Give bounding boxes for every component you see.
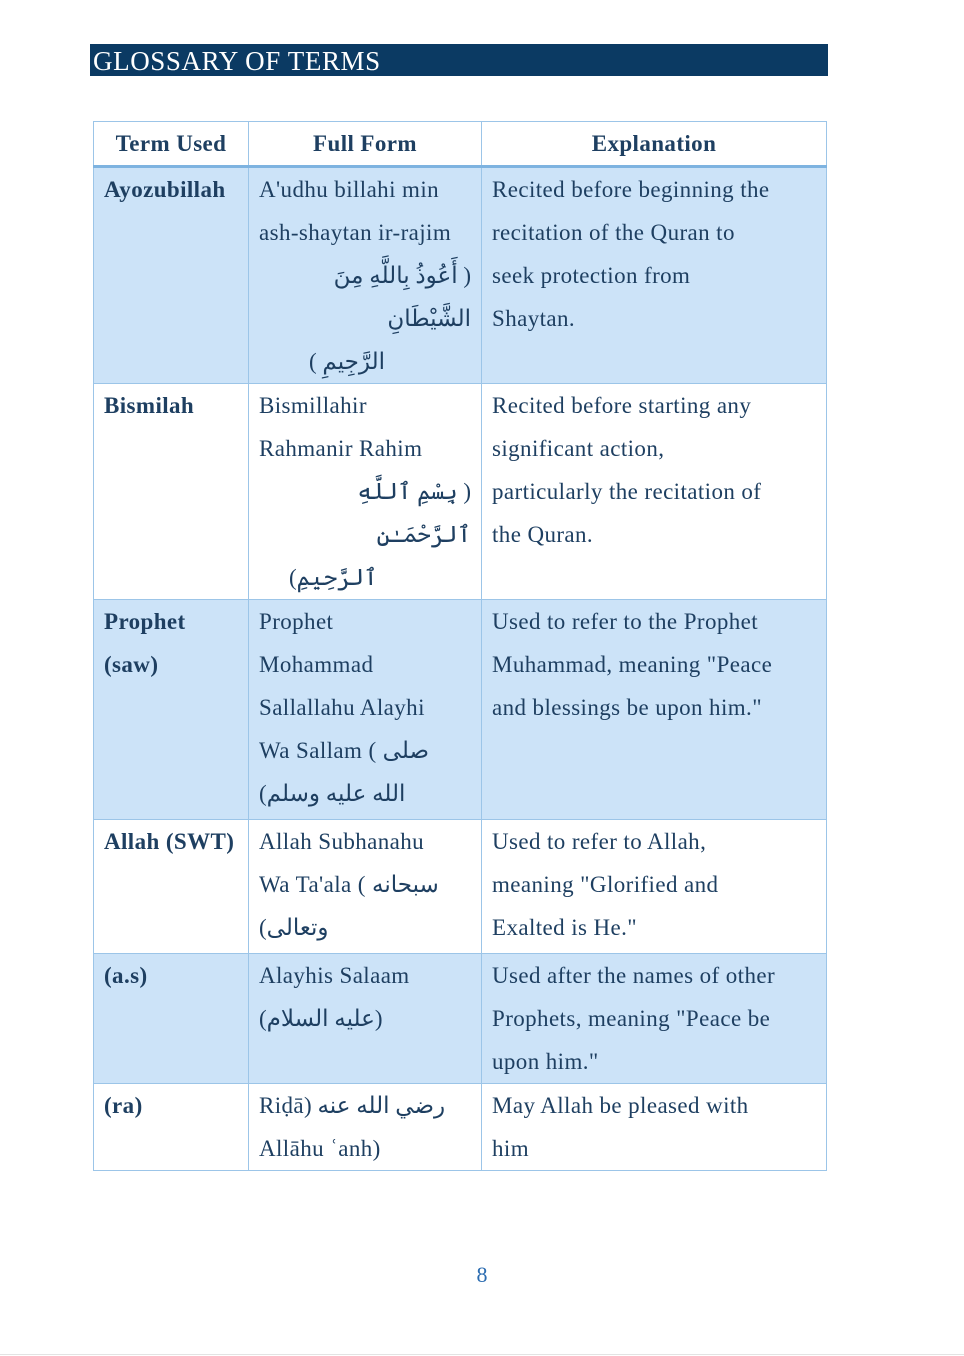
arabic-text: ٱلرَّحِيمِ): [289, 565, 378, 590]
full-form-line: Alayhis Salaam: [259, 963, 410, 988]
full-form-line: Wa Sallam ( صلى: [259, 738, 429, 763]
term-text: Ayozubillah: [104, 177, 226, 202]
explanation-line: and blessings be upon him.": [492, 695, 762, 720]
table-row: [94, 600, 827, 820]
term-cell: [94, 167, 249, 384]
term-text: Prophet (saw): [104, 609, 186, 677]
explanation-line: Used to refer to Allah,: [492, 829, 707, 854]
explanation-line: May Allah be pleased with: [492, 1093, 749, 1118]
explanation-line: particularly the recitation of: [492, 479, 762, 504]
glossary-table: [93, 121, 827, 1171]
explanation-line: Used to refer to the Prophet: [492, 609, 759, 634]
explanation-cell: [482, 820, 827, 954]
page-bottom-divider: [0, 1354, 964, 1355]
arabic-text: الله عليه وسلم): [259, 781, 406, 806]
full-form-line: ash-shaytan ir-rajim: [259, 220, 452, 245]
full-form-line: Sallallahu Alayhi: [259, 695, 425, 720]
explanation-line: him: [492, 1136, 529, 1161]
term-cell: [94, 820, 249, 954]
full-form-line: Wa Ta'ala ( سبحانه: [259, 872, 439, 897]
term-text: Allah (SWT): [104, 829, 235, 854]
full-form-line: Allah Subhanahu: [259, 829, 425, 854]
explanation-line: Recited before beginning the: [492, 177, 770, 202]
full-form-cell: [249, 384, 482, 600]
explanation-line: Shaytan.: [492, 306, 576, 331]
full-form-cell: [249, 167, 482, 384]
explanation-line: Exalted is He.": [492, 915, 638, 940]
explanation-line: Prophets, meaning "Peace be: [492, 1006, 771, 1031]
page-title: GLOSSARY OF TERMS: [90, 44, 828, 76]
full-form-line: Bismillahir: [259, 393, 367, 418]
full-form-line: Prophet: [259, 609, 334, 634]
table-row: [94, 1084, 827, 1171]
explanation-line: meaning "Glorified and: [492, 872, 719, 897]
explanation-line: seek protection from: [492, 263, 691, 288]
table-header-row: [94, 122, 827, 167]
explanation-line: Used after the names of other: [492, 963, 776, 988]
term-text: (ra): [104, 1093, 143, 1118]
table-row: [94, 954, 827, 1084]
arabic-text: الرَّجِيمِ ): [309, 349, 385, 374]
explanation-line: the Quran.: [492, 522, 594, 547]
term-cell: [94, 1084, 249, 1171]
header-term-used: Term Used: [94, 122, 249, 167]
explanation-line: significant action,: [492, 436, 665, 461]
full-form-line: A'udhu billahi min: [259, 177, 440, 202]
explanation-line: Recited before starting any: [492, 393, 752, 418]
header-explanation: Explanation: [482, 122, 827, 167]
term-text: Bismilah: [104, 393, 195, 418]
full-form-line: Rahmanir Rahim: [259, 436, 423, 461]
arabic-text: رضي الله عنه (Riḍā: [259, 1093, 446, 1118]
explanation-cell: [482, 954, 827, 1084]
table-row: [94, 384, 827, 600]
full-form-line: Allāhu ʿanh): [259, 1136, 381, 1161]
full-form-cell: [249, 600, 482, 820]
full-form-cell: [249, 820, 482, 954]
explanation-cell: [482, 384, 827, 600]
full-form-cell: [249, 954, 482, 1084]
explanation-line: recitation of the Quran to: [492, 220, 735, 245]
explanation-cell: [482, 167, 827, 384]
explanation-cell: [482, 600, 827, 820]
term-cell: [94, 384, 249, 600]
arabic-text: وتعالى): [259, 915, 329, 940]
table-row: [94, 820, 827, 954]
explanation-line: upon him.": [492, 1049, 599, 1074]
full-form-line: Mohammad: [259, 652, 374, 677]
table-row: [94, 167, 827, 384]
full-form-cell: [249, 1084, 482, 1171]
arabic-text: (عليه السلام): [259, 1006, 383, 1031]
term-text: (a.s): [104, 963, 148, 988]
page-number: 8: [476, 1262, 488, 1287]
term-cell: [94, 954, 249, 1084]
term-cell: [94, 600, 249, 820]
header-full-form: Full Form: [249, 122, 482, 167]
arabic-text: ( بِسْمِ ٱللَّهِ ٱلرَّحْمَـٰنِ: [357, 479, 471, 547]
explanation-line: Muhammad, meaning "Peace: [492, 652, 773, 677]
arabic-text: ( أَعُوذُ بِاللَّهِ مِنَ الشَّيْطَانِ: [333, 263, 471, 331]
explanation-cell: [482, 1084, 827, 1171]
